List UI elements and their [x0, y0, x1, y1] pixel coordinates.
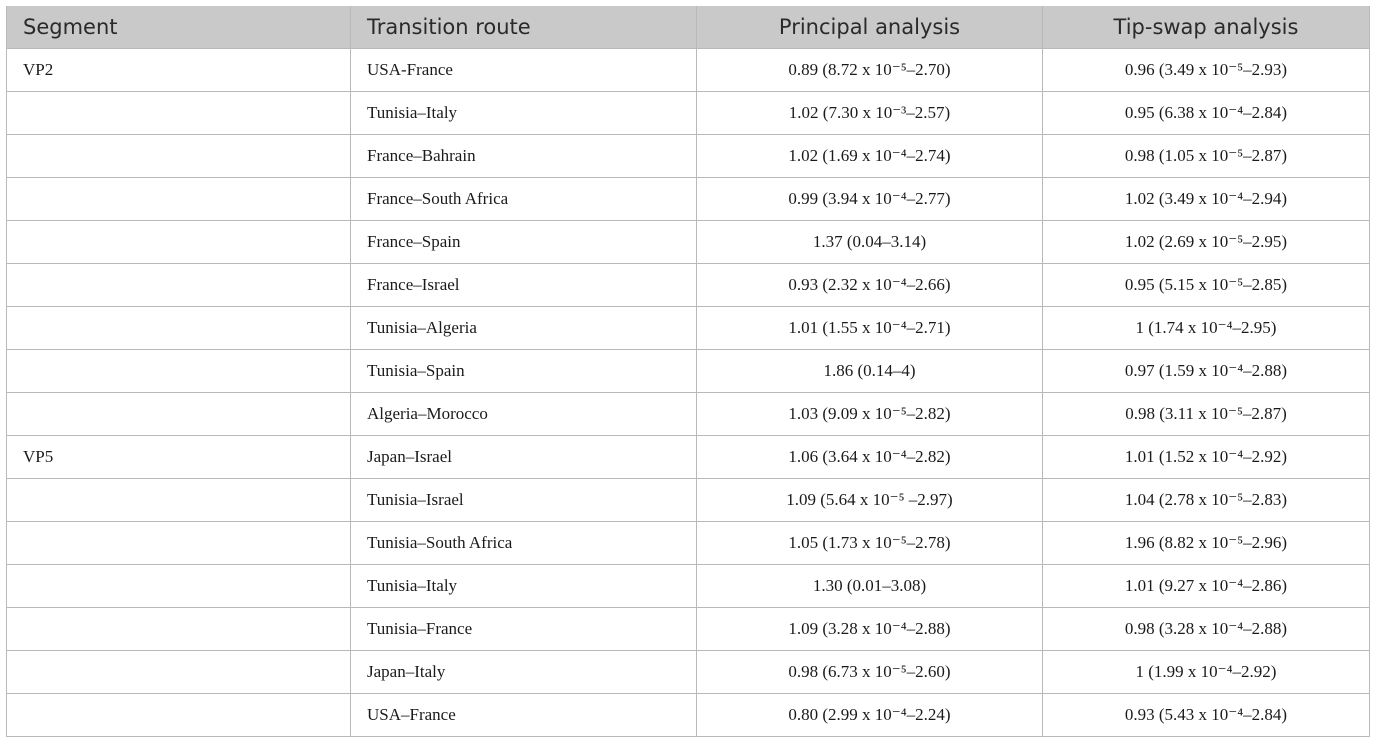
principal-analysis-cell: 1.05 (1.73 x 10⁻⁵–2.78)	[697, 522, 1043, 565]
table-row	[7, 135, 1370, 178]
table-row	[7, 393, 1370, 436]
segment-cell	[7, 92, 351, 135]
principal-analysis-cell: 1.06 (3.64 x 10⁻⁴–2.82)	[697, 436, 1043, 479]
tip-swap-analysis-cell: 0.93 (5.43 x 10⁻⁴–2.84)	[1043, 694, 1370, 737]
segment-cell	[7, 565, 351, 608]
table-row	[7, 436, 1370, 479]
table-row	[7, 307, 1370, 350]
principal-analysis-cell: 0.80 (2.99 x 10⁻⁴–2.24)	[697, 694, 1043, 737]
principal-analysis-cell: 0.89 (8.72 x 10⁻⁵–2.70)	[697, 49, 1043, 92]
tip-swap-analysis-cell: 1 (1.74 x 10⁻⁴–2.95)	[1043, 307, 1370, 350]
segment-cell	[7, 651, 351, 694]
segment-cell	[7, 608, 351, 651]
table-row	[7, 178, 1370, 221]
header-tip-swap-analysis: Tip-swap analysis	[1043, 6, 1370, 49]
header-principal-analysis: Principal analysis	[697, 6, 1043, 49]
tip-swap-analysis-cell: 1.04 (2.78 x 10⁻⁵–2.83)	[1043, 479, 1370, 522]
tip-swap-analysis-cell: 1.02 (2.69 x 10⁻⁵–2.95)	[1043, 221, 1370, 264]
tip-swap-analysis-cell: 0.97 (1.59 x 10⁻⁴–2.88)	[1043, 350, 1370, 393]
transition-route-cell: Japan–Israel	[351, 436, 697, 479]
table-body	[7, 49, 1370, 737]
table-row	[7, 694, 1370, 737]
table-row	[7, 221, 1370, 264]
table-row	[7, 565, 1370, 608]
table-header	[7, 6, 1370, 49]
principal-analysis-cell: 1.30 (0.01–3.08)	[697, 565, 1043, 608]
table-row	[7, 522, 1370, 565]
transition-route-cell: France–Israel	[351, 264, 697, 307]
principal-analysis-cell: 1.02 (7.30 x 10⁻³–2.57)	[697, 92, 1043, 135]
segment-cell	[7, 393, 351, 436]
tip-swap-analysis-cell: 1.96 (8.82 x 10⁻⁵–2.96)	[1043, 522, 1370, 565]
table-row	[7, 350, 1370, 393]
transition-route-cell: Algeria–Morocco	[351, 393, 697, 436]
principal-analysis-cell: 1.86 (0.14–4)	[697, 350, 1043, 393]
transition-route-cell: Tunisia–Spain	[351, 350, 697, 393]
tip-swap-analysis-cell: 1.01 (9.27 x 10⁻⁴–2.86)	[1043, 565, 1370, 608]
tip-swap-analysis-cell: 0.98 (3.11 x 10⁻⁵–2.87)	[1043, 393, 1370, 436]
segment-cell	[7, 135, 351, 178]
transition-route-cell: Tunisia–Israel	[351, 479, 697, 522]
principal-analysis-cell: 0.98 (6.73 x 10⁻⁵–2.60)	[697, 651, 1043, 694]
table-row	[7, 92, 1370, 135]
tip-swap-analysis-cell: 1 (1.99 x 10⁻⁴–2.92)	[1043, 651, 1370, 694]
principal-analysis-cell: 1.37 (0.04–3.14)	[697, 221, 1043, 264]
transition-route-cell: USA-France	[351, 49, 697, 92]
transition-route-cell: Tunisia–France	[351, 608, 697, 651]
table-row	[7, 651, 1370, 694]
tip-swap-analysis-cell: 0.95 (5.15 x 10⁻⁵–2.85)	[1043, 264, 1370, 307]
tip-swap-analysis-cell: 0.98 (1.05 x 10⁻⁵–2.87)	[1043, 135, 1370, 178]
transition-route-cell: Tunisia–Italy	[351, 565, 697, 608]
table-row	[7, 608, 1370, 651]
transition-route-cell: Japan–Italy	[351, 651, 697, 694]
principal-analysis-cell: 1.09 (3.28 x 10⁻⁴–2.88)	[697, 608, 1043, 651]
table-row	[7, 49, 1370, 92]
principal-analysis-cell: 1.09 (5.64 x 10⁻⁵ –2.97)	[697, 479, 1043, 522]
tip-swap-analysis-cell: 0.95 (6.38 x 10⁻⁴–2.84)	[1043, 92, 1370, 135]
segment-cell: VP5	[7, 436, 351, 479]
principal-analysis-cell: 1.02 (1.69 x 10⁻⁴–2.74)	[697, 135, 1043, 178]
transition-route-cell: Tunisia–South Africa	[351, 522, 697, 565]
segment-cell	[7, 264, 351, 307]
segment-cell	[7, 479, 351, 522]
transition-route-cell: Tunisia–Algeria	[351, 307, 697, 350]
segment-cell	[7, 350, 351, 393]
segment-cell	[7, 307, 351, 350]
transition-routes-table	[6, 6, 1370, 737]
table-row	[7, 264, 1370, 307]
segment-cell	[7, 178, 351, 221]
segment-cell	[7, 694, 351, 737]
tip-swap-analysis-cell: 1.02 (3.49 x 10⁻⁴–2.94)	[1043, 178, 1370, 221]
tip-swap-analysis-cell: 0.98 (3.28 x 10⁻⁴–2.88)	[1043, 608, 1370, 651]
transition-route-cell: Tunisia–Italy	[351, 92, 697, 135]
segment-cell	[7, 522, 351, 565]
principal-analysis-cell: 1.03 (9.09 x 10⁻⁵–2.82)	[697, 393, 1043, 436]
header-transition-route: Transition route	[351, 6, 697, 49]
segment-cell	[7, 221, 351, 264]
tip-swap-analysis-cell: 1.01 (1.52 x 10⁻⁴–2.92)	[1043, 436, 1370, 479]
header-row	[7, 6, 1370, 49]
tip-swap-analysis-cell: 0.96 (3.49 x 10⁻⁵–2.93)	[1043, 49, 1370, 92]
principal-analysis-cell: 1.01 (1.55 x 10⁻⁴–2.71)	[697, 307, 1043, 350]
transition-route-cell: France–South Africa	[351, 178, 697, 221]
segment-cell: VP2	[7, 49, 351, 92]
transition-route-cell: France–Bahrain	[351, 135, 697, 178]
header-segment: Segment	[7, 6, 351, 49]
principal-analysis-cell: 0.93 (2.32 x 10⁻⁴–2.66)	[697, 264, 1043, 307]
transition-route-cell: USA–France	[351, 694, 697, 737]
table-row	[7, 479, 1370, 522]
transition-route-cell: France–Spain	[351, 221, 697, 264]
principal-analysis-cell: 0.99 (3.94 x 10⁻⁴–2.77)	[697, 178, 1043, 221]
